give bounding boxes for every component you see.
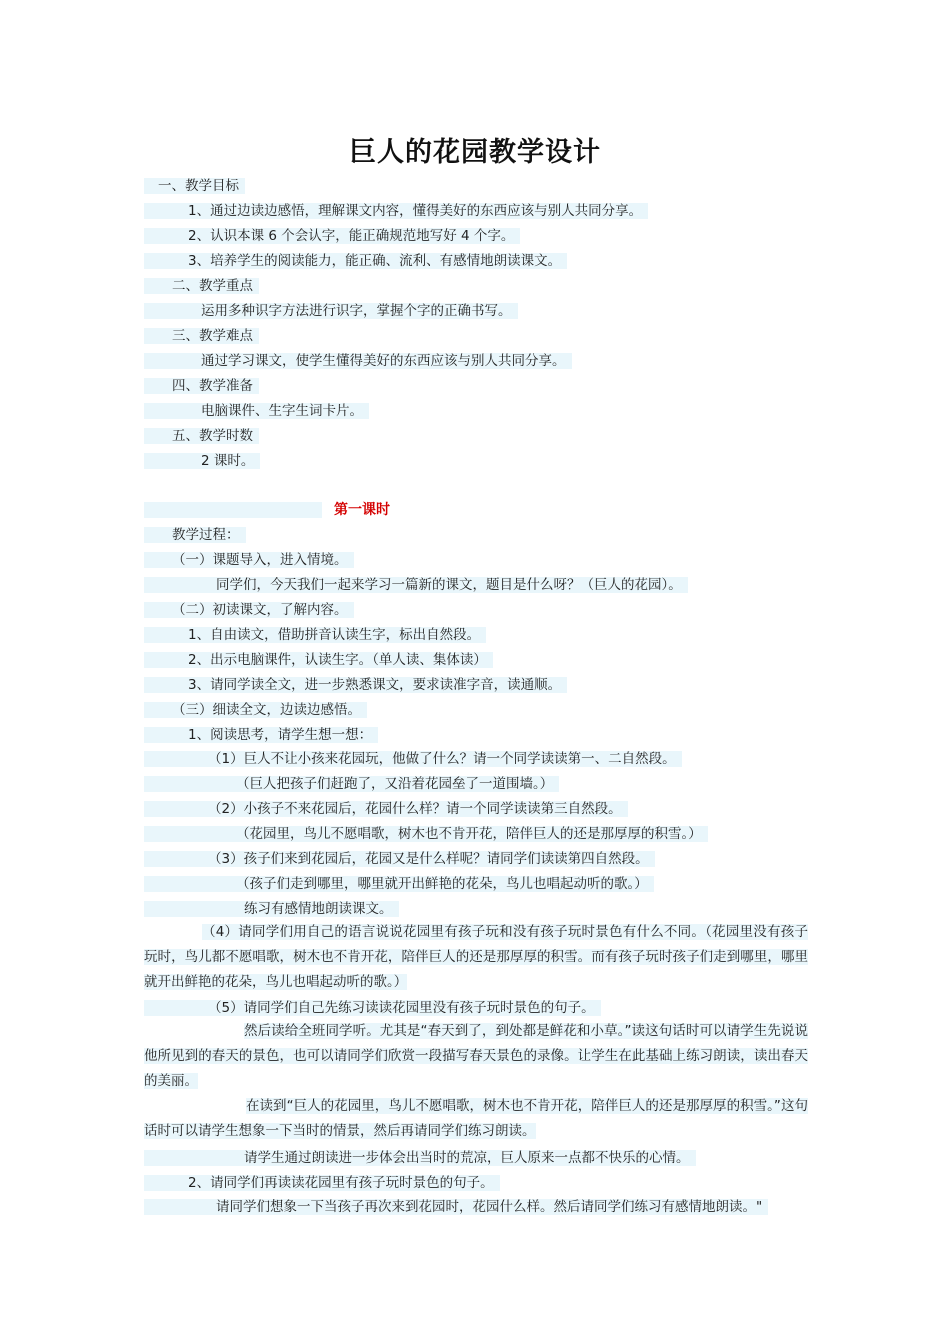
question-4: （4）请同学们用自己的语言说说花园里有孩子玩和没有孩子玩时景色有什么不同。（花园里没有孩子玩时，鸟儿都不愿唱歌，树木也不肯开花，陪伴巨人的还是那厚厚的积雪。而有孩子玩时孩子们走到哪里，哪里就开出鲜艳的花朵，鸟儿也唱起动听的歌。） [144,924,808,990]
goal-item-3: 3、培养学生的阅读能力，能正确、流利、有感情地朗读课文。 [144,253,808,269]
document-title: 巨人的花园教学设计 [349,137,601,168]
goal-item-1: 1、通过边读边感悟，理解课文内容，懂得美好的东西应该与别人共同分享。 [144,203,808,219]
question-5-body: 然后读给全班同学听。尤其是“春天到了，到处都是鲜花和小草。”读这句话时可以请学生先说说他所见到的春天的景色，也可以请同学们欣赏一段描写春天景色的录像。让学生在此基础上练习朗读，读出春天的美丽。 [144,1023,808,1089]
step-1-heading: （一）课题导入，进入情境。 [144,552,808,568]
step-1-body: 同学们，今天我们一起来学习一篇新的课文，题目是什么呀？（巨人的花园）。 [144,577,808,593]
focus-body: 运用多种识字方法进行识字，掌握个字的正确书写。 [144,303,808,319]
step-3-item-2-body: 请同学们想象一下当孩子再次来到花园时，花园什么样。然后请同学们练习有感情地朗读。" [144,1199,808,1215]
lesson-heading: 第一课时 [334,502,390,518]
section-heading-focus: 二、教学重点 [144,278,808,294]
difficulty-body: 通过学习课文，使学生懂得美好的东西应该与别人共同分享。 [144,353,808,369]
question-5-body-2: 在读到“巨人的花园里，鸟儿不愿唱歌，树木也不肯开花，陪伴巨人的还是那厚厚的积雪。”这句话时可以请学生想象一下当时的情景，然后再请同学们练习朗读。 [144,1098,808,1139]
question-3: （3）孩子们来到花园后，花园又是什么样呢？请同学们读读第四自然段。 [144,851,808,867]
lesson-heading-row [144,502,808,518]
step-2-heading: （二）初读课文，了解内容。 [144,602,808,618]
preparation-body: 电脑课件、生字生词卡片。 [144,403,808,419]
answer-3: （孩子们走到哪里，哪里就开出鲜艳的花朵，鸟儿也唱起动听的歌。） [144,876,808,892]
step-2-item-1: 1、自由读文，借助拼音认读生字，标出自然段。 [144,627,808,643]
section-heading-difficulty: 三、教学难点 [144,328,808,344]
goal-item-2: 2、认识本课 6 个会认字，能正确规范地写好 4 个字。 [144,228,808,244]
question-2: （2）小孩子不来花园后，花园什么样？请一个同学读读第三自然段。 [144,801,808,817]
section-heading-preparation: 四、教学准备 [144,378,808,394]
hours-body: 2 课时。 [144,453,808,469]
process-label: 教学过程： [144,527,808,543]
section-heading-hours: 五、教学时数 [144,428,808,444]
practice-reading: 练习有感情地朗读课文。 [144,901,808,917]
step-3-heading: （三）细读全文，边读边感悟。 [144,702,808,718]
question-5: （5）请同学们自己先练习读读花园里没有孩子玩时景色的句子。 [144,1000,808,1016]
step-2-item-2: 2、出示电脑课件，认读生字。（单人读、集体读） [144,652,808,668]
answer-1: （巨人把孩子们赶跑了，又沿着花园垒了一道围墙。） [144,776,808,792]
question-5-body-3: 请学生通过朗读进一步体会出当时的荒凉，巨人原来一点都不快乐的心情。 [144,1150,808,1166]
step-2-item-3: 3、请同学读全文，进一步熟悉课文，要求读准字音，读通顺。 [144,677,808,693]
question-1: （1）巨人不让小孩来花园玩，他做了什么？请一个同学读读第一、二自然段。 [144,751,808,767]
section-heading-goals: 一、教学目标 [144,178,808,194]
step-3-item-1: 1、阅读思考，请学生想一想： [144,727,808,743]
step-3-item-2: 2、请同学们再读读花园里有孩子玩时景色的句子。 [144,1175,808,1191]
answer-2: （花园里，鸟儿不愿唱歌，树木也不肯开花，陪伴巨人的还是那厚厚的积雪。） [144,826,808,842]
